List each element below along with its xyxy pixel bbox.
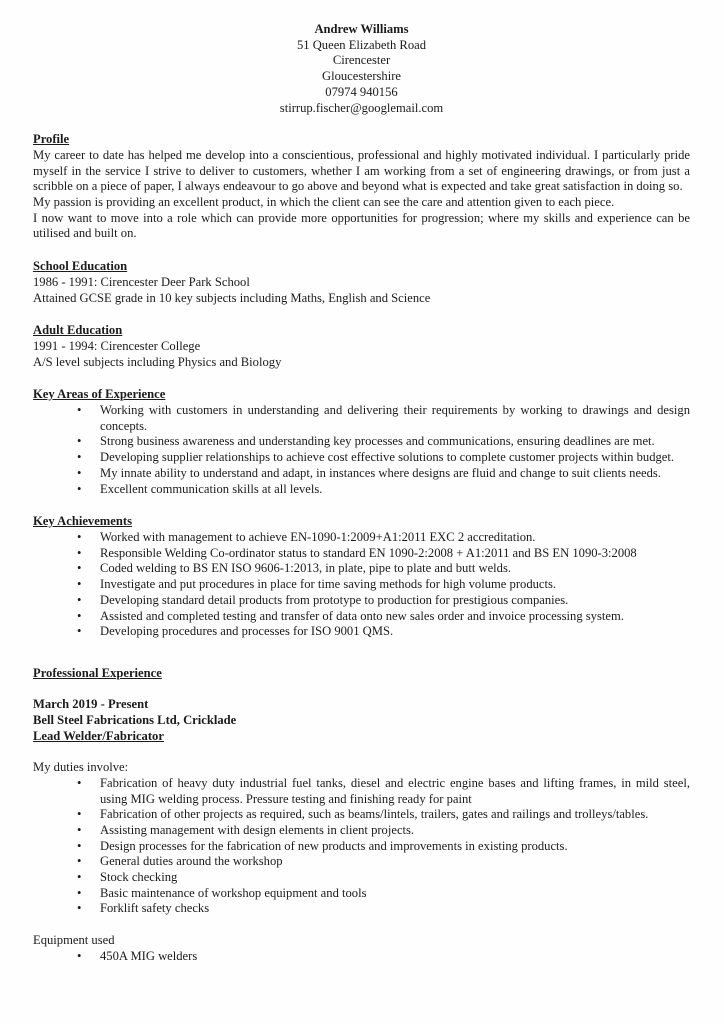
- address-line-town: Cirencester: [332, 53, 391, 68]
- job-date-range: March 2019 - Present: [33, 697, 149, 712]
- address-line-county: Gloucestershire: [321, 69, 402, 84]
- bullet-item: • Developing standard detail products from prototype to production for prestigious companies.: [33, 593, 690, 609]
- school-education-result: Attained GCSE grade in 10 key subjects including Maths, English and Science: [33, 290, 431, 305]
- adult-education-heading: Adult Education: [33, 323, 123, 338]
- address-line-street: 51 Queen Elizabeth Road: [296, 37, 427, 52]
- profile-heading: Profile: [33, 132, 70, 147]
- equipment-heading: Equipment used: [33, 932, 115, 947]
- contact-header: [33, 22, 690, 116]
- key-achievements-list: [33, 530, 690, 640]
- duties-list: [33, 776, 690, 917]
- school-education-dates-school: 1986 - 1991: Cirencester Deer Park School: [33, 274, 250, 289]
- bullet-item: • Developing supplier relationships to achieve cost effective solutions to complete customer projects within budget.: [33, 450, 690, 466]
- email-address: stirrup.fischer@googlemail.com: [279, 100, 444, 115]
- bullet-item: • Forklift safety checks: [33, 901, 690, 917]
- adult-education-result: A/S level subjects including Physics and Biology: [33, 354, 282, 369]
- bullet-item: • My innate ability to understand and adapt, in instances where designs are fluid and change to suit clients needs.: [33, 466, 690, 482]
- bullet-item: • Fabrication of other projects as required, such as beams/lintels, trailers, gates and railings and trolleys/tables.: [33, 807, 690, 823]
- section-key-achievements: [33, 514, 690, 640]
- bullet-item: • Developing procedures and processes for ISO 9001 QMS.: [33, 624, 690, 640]
- bullet-item: • Assisted and completed testing and transfer of data onto new sales order and invoice processing system.: [33, 609, 690, 625]
- spacer: [33, 744, 690, 760]
- section-profile: [33, 132, 690, 242]
- bullet-item: • Worked with management to achieve EN-1090-1:2009+A1:2011 EXC 2 accreditation.: [33, 530, 690, 546]
- adult-education-dates-college: 1991 - 1994: Cirencester College: [33, 338, 201, 353]
- phone-number: 07974 940156: [325, 84, 398, 99]
- key-achievements-heading: Key Achievements: [33, 514, 132, 529]
- bullet-item: • General duties around the workshop: [33, 854, 690, 870]
- key-areas-list: [33, 403, 690, 497]
- bullet-item: • Investigate and put procedures in place for time saving methods for high volume products.: [33, 577, 690, 593]
- bullet-item: • Basic maintenance of workshop equipment and tools: [33, 886, 690, 902]
- section-school-education: [33, 259, 690, 306]
- duties-intro: My duties involve:: [33, 760, 129, 775]
- bullet-item: • Fabrication of heavy duty industrial fuel tanks, diesel and electric engine bases and lifting frames, in mild steel, using MIG welding process. Pressure testing and finishing ready for paint: [33, 776, 690, 807]
- equipment-list: [33, 949, 690, 965]
- profile-paragraph: My passion is providing an excellent product, in which the client can see the care and attention given to each piece.: [33, 195, 615, 210]
- bullet-item: • Assisting management with design elements in client projects.: [33, 823, 690, 839]
- spacer: [33, 917, 690, 933]
- bullet-item: • Design processes for the fabrication of new products and improvements in existing products.: [33, 839, 690, 855]
- bullet-item: • Stock checking: [33, 870, 690, 886]
- bullet-item: • Coded welding to BS EN ISO 9606-1:2013, in plate, pipe to plate and butt welds.: [33, 561, 690, 577]
- section-professional-experience: [33, 666, 690, 964]
- bullet-item: • Excellent communication skills at all levels.: [33, 482, 690, 498]
- profile-paragraph: I now want to move into a role which can provide more opportunities for progression; where my skills and experience can be utilised and built on.: [33, 210, 690, 241]
- bullet-item: • Strong business awareness and understanding key processes and communications, ensuring deadlines are met.: [33, 434, 690, 450]
- bullet-item: • Working with customers in understanding and delivering their requirements by working to drawings and design concepts.: [33, 403, 690, 434]
- section-key-areas: [33, 387, 690, 497]
- spacer: [33, 682, 690, 698]
- candidate-name: Andrew Williams: [314, 22, 409, 36]
- professional-experience-heading: Professional Experience: [33, 665, 162, 680]
- school-education-heading: School Education: [33, 259, 128, 274]
- bullet-item: • 450A MIG welders: [33, 949, 690, 965]
- key-areas-heading: Key Areas of Experience: [33, 387, 166, 402]
- bullet-item: • Responsible Welding Co-ordinator status to standard EN 1090-2:2008 + A1:2011 and BS EN 1090-3:2008: [33, 546, 690, 562]
- company-name: Bell Steel Fabrications Ltd, Cricklade: [33, 713, 237, 727]
- section-adult-education: [33, 323, 690, 370]
- profile-paragraph: My career to date has helped me develop into a conscientious, professional and highly motivated individual. I particularly pride myself in the service I strive to deliver to customers, whether I am working from a set of engineering drawings, or from just a scribble on a piece of paper, I always endeavour to go above and beyond what is expected and take great satisfaction in doing so.: [33, 147, 690, 194]
- job-title: Lead Welder/Fabricator: [33, 728, 164, 743]
